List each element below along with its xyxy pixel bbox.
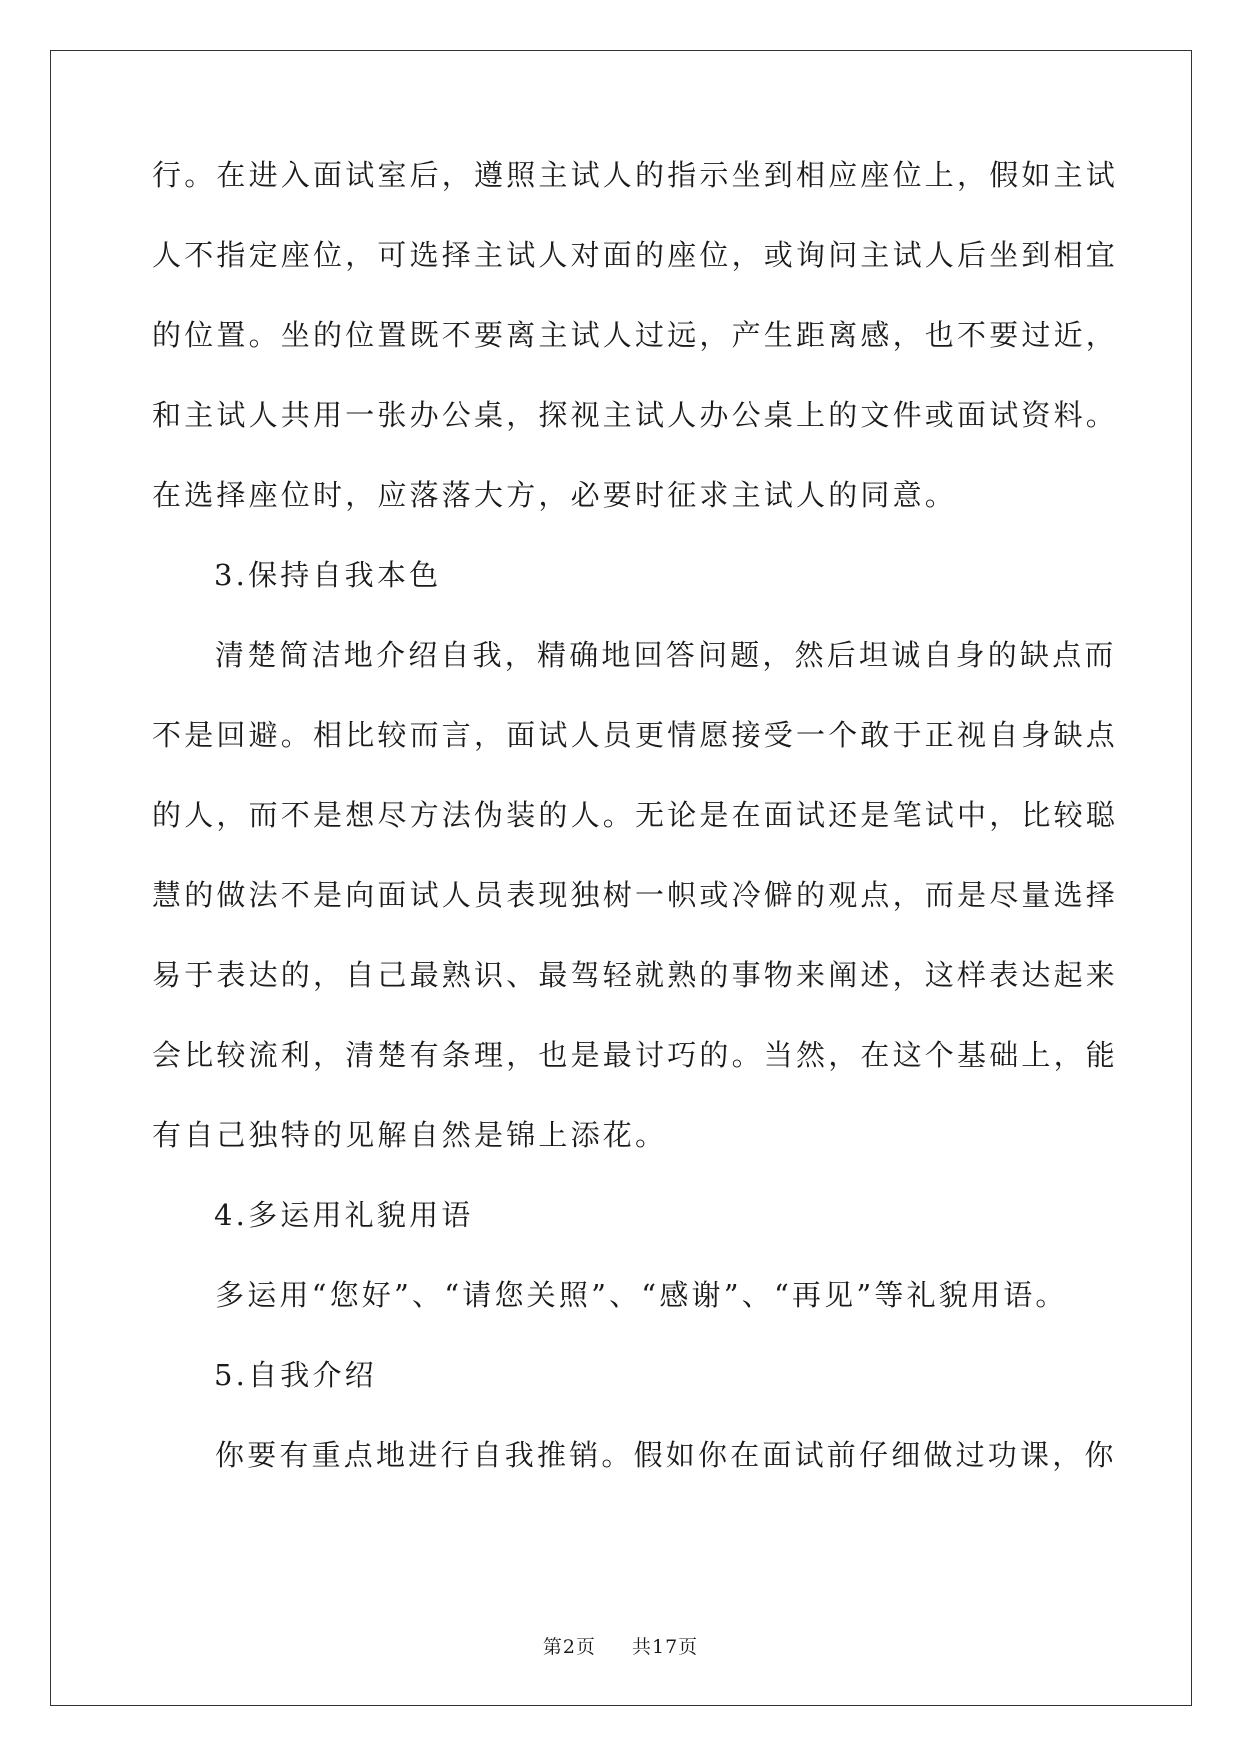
page-footer bbox=[0, 1632, 1241, 1659]
page-total: 共17页 bbox=[632, 1636, 699, 1658]
section-heading: 5.自我介绍 bbox=[214, 1358, 377, 1392]
paragraph-line: 易于表达的，自己最熟识、最驾轻就熟的事物来阐述，这样表达起来 bbox=[152, 958, 1119, 992]
section-heading: 4.多运用礼貌用语 bbox=[214, 1198, 474, 1232]
paragraph-line: 会比较流利，清楚有条理，也是最讨巧的。当然，在这个基础上，能 bbox=[152, 1038, 1119, 1072]
paragraph-line: 多运用“您好”、“请您关照”、“感谢”、“再见”等礼貌用语。 bbox=[215, 1278, 1068, 1312]
paragraph-line: 的人，而不是想尽方法伪装的人。无论是在面试还是笔试中，比较聪 bbox=[152, 798, 1119, 832]
paragraph-line: 有自己独特的见解自然是锦上添花。 bbox=[152, 1118, 668, 1152]
paragraph-line: 清楚简洁地介绍自我，精确地回答问题，然后坦诚自身的缺点而 bbox=[215, 638, 1117, 672]
paragraph-line: 的位置。坐的位置既不要离主试人过远，产生距离感，也不要过近， bbox=[152, 318, 1119, 352]
paragraph-line: 行。在进入面试室后，遵照主试人的指示坐到相应座位上，假如主试 bbox=[152, 158, 1119, 192]
paragraph-line: 人不指定座位，可选择主试人对面的座位，或询问主试人后坐到相宜 bbox=[152, 238, 1119, 272]
paragraph-line: 不是回避。相比较而言，面试人员更情愿接受一个敢于正视自身缺点 bbox=[152, 718, 1119, 752]
section-heading: 3.保持自我本色 bbox=[214, 558, 442, 592]
document-body bbox=[152, 158, 1119, 1520]
paragraph-line: 和主试人共用一张办公桌，探视主试人办公桌上的文件或面试资料。 bbox=[152, 398, 1119, 432]
paragraph-line: 你要有重点地进行自我推销。假如你在面试前仔细做过功课，你 bbox=[215, 1438, 1117, 1472]
paragraph-line: 在选择座位时，应落落大方，必要时征求主试人的同意。 bbox=[152, 478, 958, 512]
page-number: 第2页 bbox=[542, 1636, 596, 1658]
paragraph-line: 慧的做法不是向面试人员表现独树一帜或冷僻的观点，而是尽量选择 bbox=[152, 878, 1119, 912]
